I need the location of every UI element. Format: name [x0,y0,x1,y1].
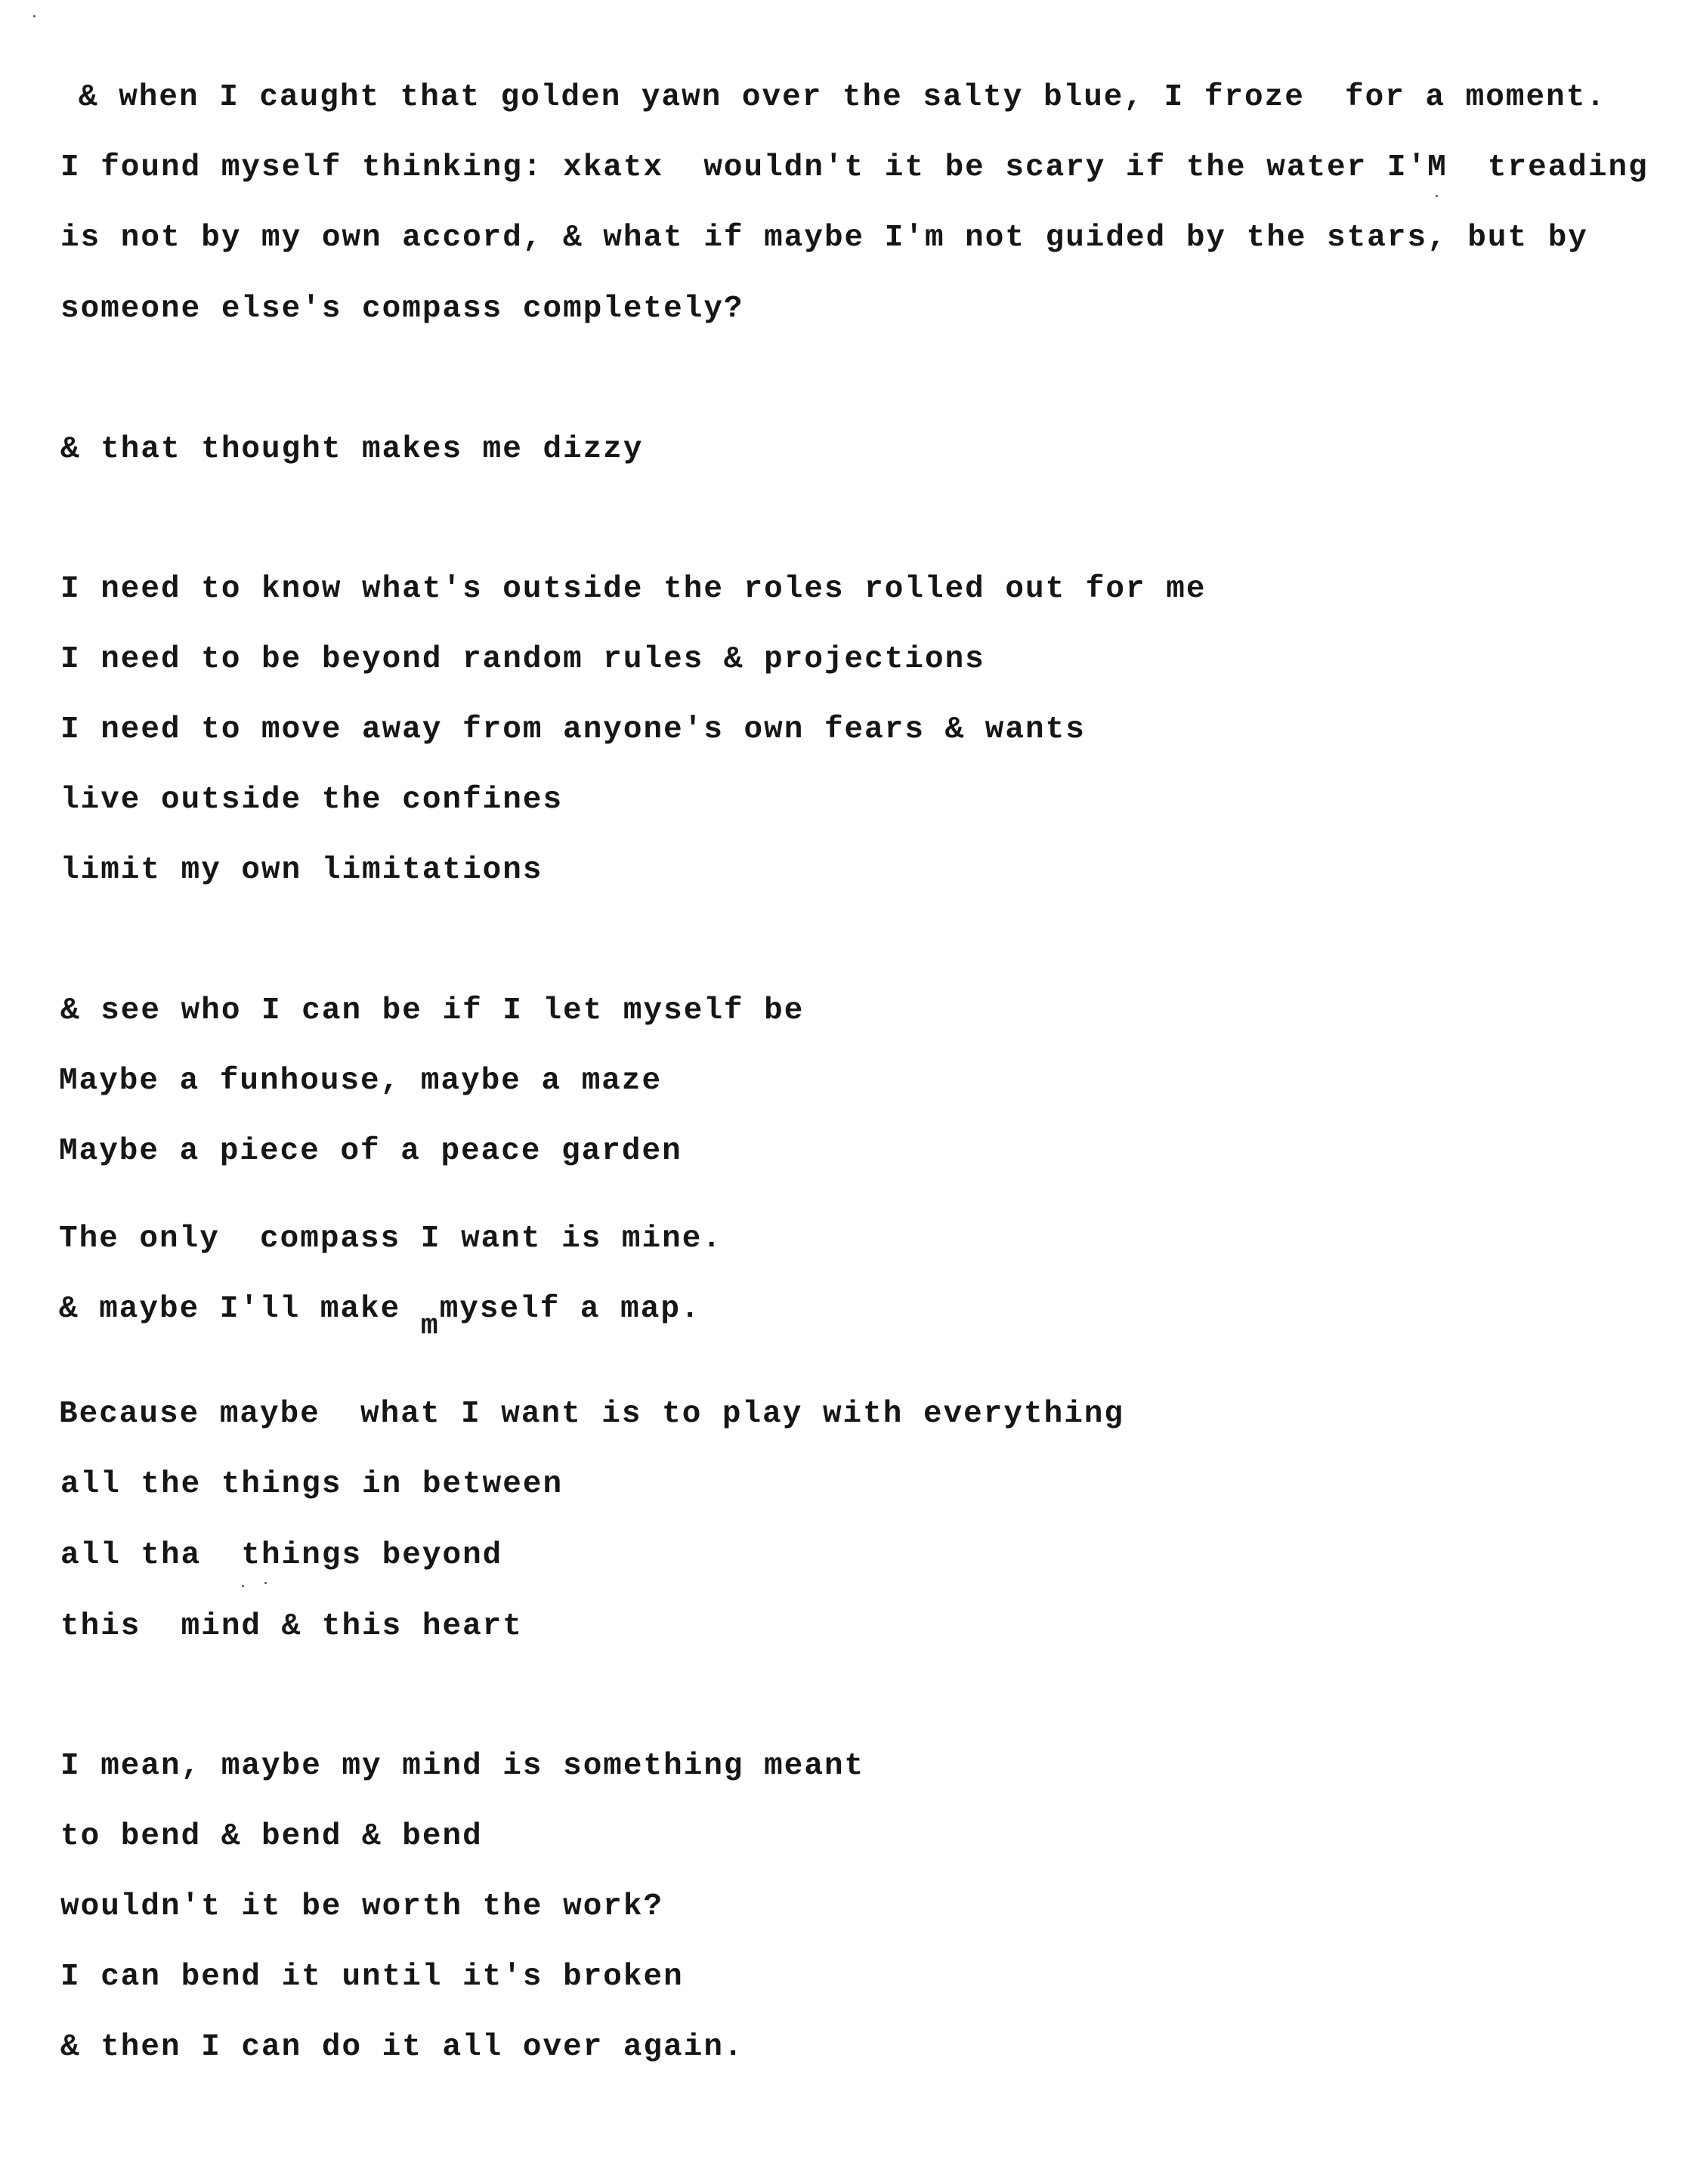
text-line-4: someone else's compass completely? [60,292,744,326]
text-line-20: I mean, maybe my mind is something meant [60,1749,865,1784]
text-line-18: all tha things beyond [60,1538,503,1573]
text-line-6: I need to know what's outside the roles rolled out for me [60,572,1207,607]
text-line-15-head: & maybe I'll make [59,1292,421,1327]
text-line-7: I need to be beyond random rules & projections [60,642,985,677]
text-line-8: I need to move away from anyone's own fears & wants [60,712,1086,747]
text-line-5: & that thought makes me dizzy [60,432,644,467]
text-line-17: all the things in between [60,1467,564,1502]
text-line-1: & when I caught that golden yawn over the salty blue, I froze for a moment. [79,80,1606,115]
text-line-9: live outside the confines [60,783,564,817]
text-line-3: is not by my own accord, & what if maybe I'm not guided by the stars, but by [60,221,1588,255]
text-line-15 [59,1290,701,1342]
text-line-24: & then I can do it all over again. [60,2030,744,2065]
text-line-14: The only compass I want is mine. [59,1222,722,1256]
text-line-2: I found myself thinking: xkatx wouldn't it be scary if the water I'M treading [60,150,1649,185]
stray-ink-mark [33,15,36,17]
text-line-13: Maybe a piece of a peace garden [59,1134,682,1169]
text-line-15-tail: myself a map. [439,1292,701,1327]
text-line-10: limit my own limitations [60,853,543,888]
text-line-16: Because maybe what I want is to play with everything [59,1397,1125,1432]
text-line-22: wouldn't it be worth the work? [60,1889,664,1924]
text-line-21: to bend & bend & bend [60,1819,483,1854]
text-line-11: & see who I can be if I let myself be [60,993,805,1028]
stray-ink-mark [242,1585,244,1587]
text-line-19: this mind & this heart [60,1609,523,1644]
stray-ink-mark [264,1582,267,1584]
text-line-15-subscript: m [420,1310,440,1342]
text-line-23: I can bend it until it's broken [60,1960,684,1994]
text-line-12: Maybe a funhouse, maybe a maze [59,1064,663,1098]
stray-ink-mark [1436,195,1438,197]
